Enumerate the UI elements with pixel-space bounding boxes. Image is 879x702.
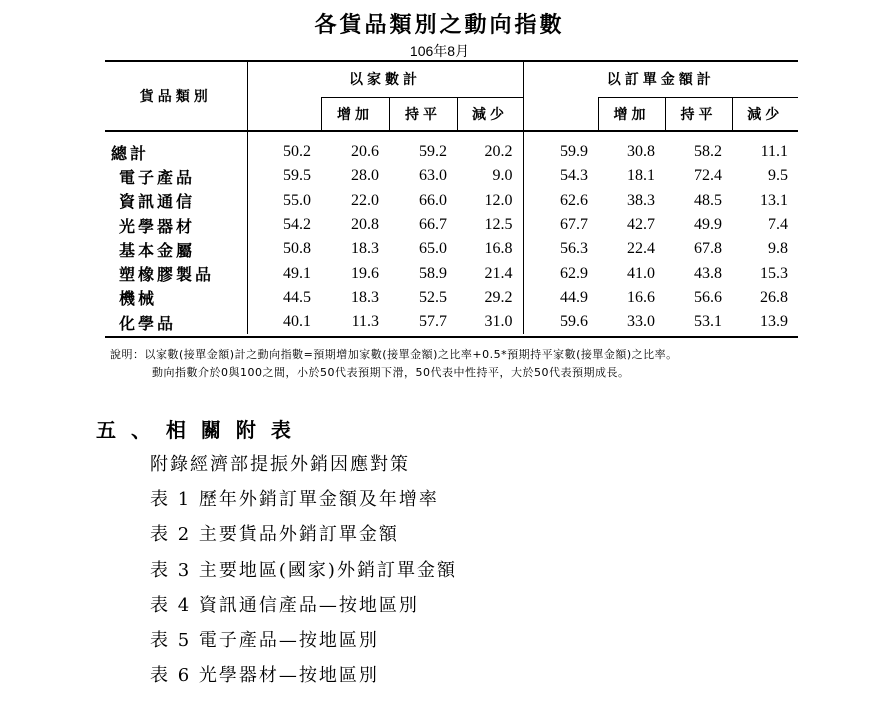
table-row <box>105 164 798 188</box>
value-cell: 67.7 <box>560 216 588 234</box>
appendix-item[interactable]: 表 5 電子產品—按地區別 <box>150 629 379 651</box>
category-name: 化學品 <box>105 310 247 334</box>
table-body <box>105 131 798 334</box>
table-row <box>105 286 798 310</box>
firms-flat-header: 持平 <box>389 97 457 131</box>
appendix-list <box>150 450 457 696</box>
value-cell: 59.9 <box>560 143 588 161</box>
note-line-1: 說明：以家數(接單金額)計之動向指數=預期增加家數(接單金額)之比率+0.5*預期持平家數(接單金額)之比率。 <box>110 348 678 361</box>
value-cell: 56.6 <box>694 288 722 306</box>
value-cell: 7.4 <box>768 216 788 234</box>
value-cell: 9.5 <box>768 167 788 185</box>
category-name: 總計 <box>105 131 247 164</box>
value-cell: 30.8 <box>627 143 655 161</box>
value-cell: 42.7 <box>627 216 655 234</box>
value-cell: 12.5 <box>457 213 523 237</box>
value-cell: 65.0 <box>419 240 447 258</box>
group-header-firms: 以家數計 <box>247 61 523 97</box>
category-name: 塑橡膠製品 <box>105 261 247 285</box>
value-cell: 22.4 <box>627 240 655 258</box>
amount-decrease-header: 減少 <box>732 97 798 131</box>
value-cell: 43.8 <box>694 264 722 282</box>
value-cell: 12.0 <box>457 189 523 213</box>
value-cell: 19.6 <box>351 264 379 282</box>
value-cell: 44.5 <box>283 288 311 306</box>
value-cell: 16.6 <box>627 288 655 306</box>
value-cell: 9.0 <box>457 164 523 188</box>
value-cell: 40.1 <box>283 313 311 331</box>
table-row <box>105 310 798 334</box>
value-cell: 11.1 <box>760 143 788 161</box>
value-cell: 26.8 <box>760 288 788 306</box>
value-cell: 13.1 <box>760 191 788 209</box>
section-heading: 五 、 相 關 附 表 <box>96 418 295 442</box>
appendix-item[interactable]: 表 4 資訊通信產品—按地區別 <box>150 594 419 616</box>
value-cell: 66.0 <box>419 191 447 209</box>
appendix-item[interactable]: 附錄經濟部提振外銷因應對策 <box>150 454 410 475</box>
value-cell: 59.5 <box>283 167 311 185</box>
value-cell: 58.9 <box>419 264 447 282</box>
firms-increase-header: 增加 <box>321 97 389 131</box>
note-line-2: 動向指數介於0與100之間，小於50代表預期下滑，50代表中性持平，大於50代表預期成長。 <box>152 366 630 379</box>
value-cell: 54.3 <box>560 167 588 185</box>
value-cell: 59.2 <box>419 143 447 161</box>
value-cell: 62.6 <box>560 191 588 209</box>
category-name: 光學器材 <box>105 213 247 237</box>
appendix-item[interactable]: 表 6 光學器材—按地區別 <box>150 665 379 687</box>
table-row <box>105 213 798 237</box>
value-cell: 49.1 <box>283 264 311 282</box>
firms-decrease-header: 減少 <box>457 97 523 131</box>
category-name: 電子產品 <box>105 164 247 188</box>
value-cell: 66.7 <box>419 216 447 234</box>
table-row <box>105 237 798 261</box>
value-cell: 21.4 <box>457 261 523 285</box>
value-cell: 20.6 <box>351 143 379 161</box>
value-cell: 33.0 <box>627 313 655 331</box>
value-cell: 62.9 <box>560 264 588 282</box>
category-name: 機械 <box>105 286 247 310</box>
value-cell: 11.3 <box>351 313 379 331</box>
value-cell: 16.8 <box>457 237 523 261</box>
value-cell: 18.1 <box>627 167 655 185</box>
value-cell: 50.2 <box>283 143 311 161</box>
index-table <box>105 60 798 334</box>
value-cell: 57.7 <box>419 313 447 331</box>
table-bottom-rule <box>105 336 798 338</box>
value-cell: 41.0 <box>627 264 655 282</box>
appendix-item[interactable]: 表 2 主要貨品外銷訂單金額 <box>150 524 399 546</box>
value-cell: 44.9 <box>560 288 588 306</box>
value-cell: 13.9 <box>760 313 788 331</box>
value-cell: 9.8 <box>768 240 788 258</box>
value-cell: 31.0 <box>457 310 523 334</box>
value-cell: 50.8 <box>283 240 311 258</box>
amount-increase-header: 增加 <box>598 97 665 131</box>
category-header: 貨品類別 <box>105 61 247 131</box>
value-cell: 53.1 <box>694 313 722 331</box>
category-name: 基本金屬 <box>105 237 247 261</box>
group-header-order-amount: 以訂單金額計 <box>523 61 798 97</box>
table-row <box>105 189 798 213</box>
appendix-item[interactable]: 表 1 歷年外銷訂單金額及年增率 <box>150 489 439 511</box>
value-cell: 38.3 <box>627 191 655 209</box>
value-cell: 67.8 <box>694 240 722 258</box>
value-cell: 22.0 <box>351 191 379 209</box>
table-row <box>105 261 798 285</box>
page-title: 各貨品類別之動向指數 <box>314 12 565 38</box>
value-cell: 49.9 <box>694 216 722 234</box>
value-cell: 63.0 <box>419 167 447 185</box>
value-cell: 72.4 <box>694 167 722 185</box>
value-cell: 59.6 <box>560 313 588 331</box>
index-table-container <box>105 60 798 338</box>
value-cell: 20.8 <box>351 216 379 234</box>
value-cell: 18.3 <box>351 288 379 306</box>
value-cell: 56.3 <box>560 240 588 258</box>
value-cell: 15.3 <box>760 264 788 282</box>
value-cell: 48.5 <box>694 191 722 209</box>
value-cell: 52.5 <box>419 288 447 306</box>
amount-flat-header: 持平 <box>665 97 732 131</box>
value-cell: 20.2 <box>457 131 523 164</box>
amount-index-blank <box>523 97 598 131</box>
value-cell: 18.3 <box>351 240 379 258</box>
firms-index-blank <box>247 97 321 131</box>
note <box>110 346 678 382</box>
appendix-item[interactable]: 表 3 主要地區(國家)外銷訂單金額 <box>150 559 457 581</box>
value-cell: 55.0 <box>283 191 311 209</box>
value-cell: 29.2 <box>457 286 523 310</box>
value-cell: 28.0 <box>351 167 379 185</box>
value-cell: 54.2 <box>283 216 311 234</box>
page-subtitle: 106年8月 <box>409 43 470 59</box>
category-name: 資訊通信 <box>105 189 247 213</box>
value-cell: 58.2 <box>694 143 722 161</box>
table-row <box>105 131 798 164</box>
